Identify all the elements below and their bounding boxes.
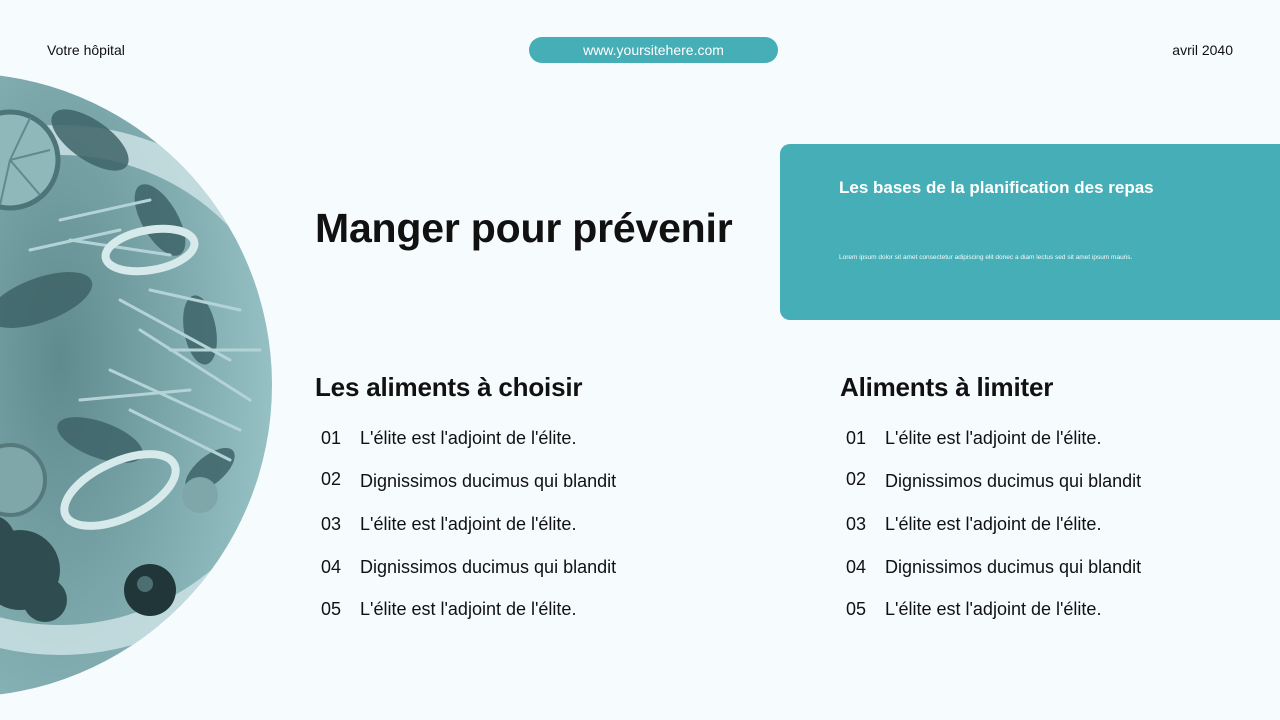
item-text: Dignissimos ducimus qui blandit [360,557,617,577]
meal-planning-card [780,144,1280,320]
item-number: 04 [321,557,342,577]
item-text: L'élite est l'adjoint de l'élite. [360,514,577,534]
item-number: 04 [846,557,867,577]
website-pill[interactable]: www.yoursitehere.com [529,37,778,63]
foods-to-choose-column [315,372,617,619]
salad-bowl-photo [0,0,300,720]
item-number: 05 [321,599,342,619]
hospital-name: Votre hôpital [47,42,125,58]
item-text: L'élite est l'adjoint de l'élite. [885,428,1102,448]
item-number: 02 [321,469,342,489]
card-title: Les bases de la planification des repas [839,178,1154,197]
item-text: L'élite est l'adjoint de l'élite. [885,514,1102,534]
column-heading: Les aliments à choisir [315,372,583,402]
item-text: L'élite est l'adjoint de l'élite. [360,428,577,448]
column-heading: Aliments à limiter [840,372,1054,402]
item-number: 03 [846,514,867,534]
card-body: Lorem ipsum dolor sit amet consectetur adipiscing elit donec a diam lectus sed sit amet ipsum mauris. [839,254,1133,261]
item-number: 01 [321,428,342,448]
item-number: 05 [846,599,867,619]
item-text: L'élite est l'adjoint de l'élite. [885,599,1102,619]
item-number: 01 [846,428,867,448]
item-text: Dignissimos ducimus qui blandit [885,557,1142,577]
item-text: Dignissimos ducimus qui blandit [885,471,1142,491]
foods-to-limit-column [840,372,1142,619]
item-number: 02 [846,469,867,489]
page-title: Manger pour prévenir [315,205,733,251]
item-number: 03 [321,514,342,534]
item-text: L'élite est l'adjoint de l'élite. [360,599,577,619]
date-label: avril 2040 [1172,42,1233,58]
item-text: Dignissimos ducimus qui blandit [360,471,617,491]
